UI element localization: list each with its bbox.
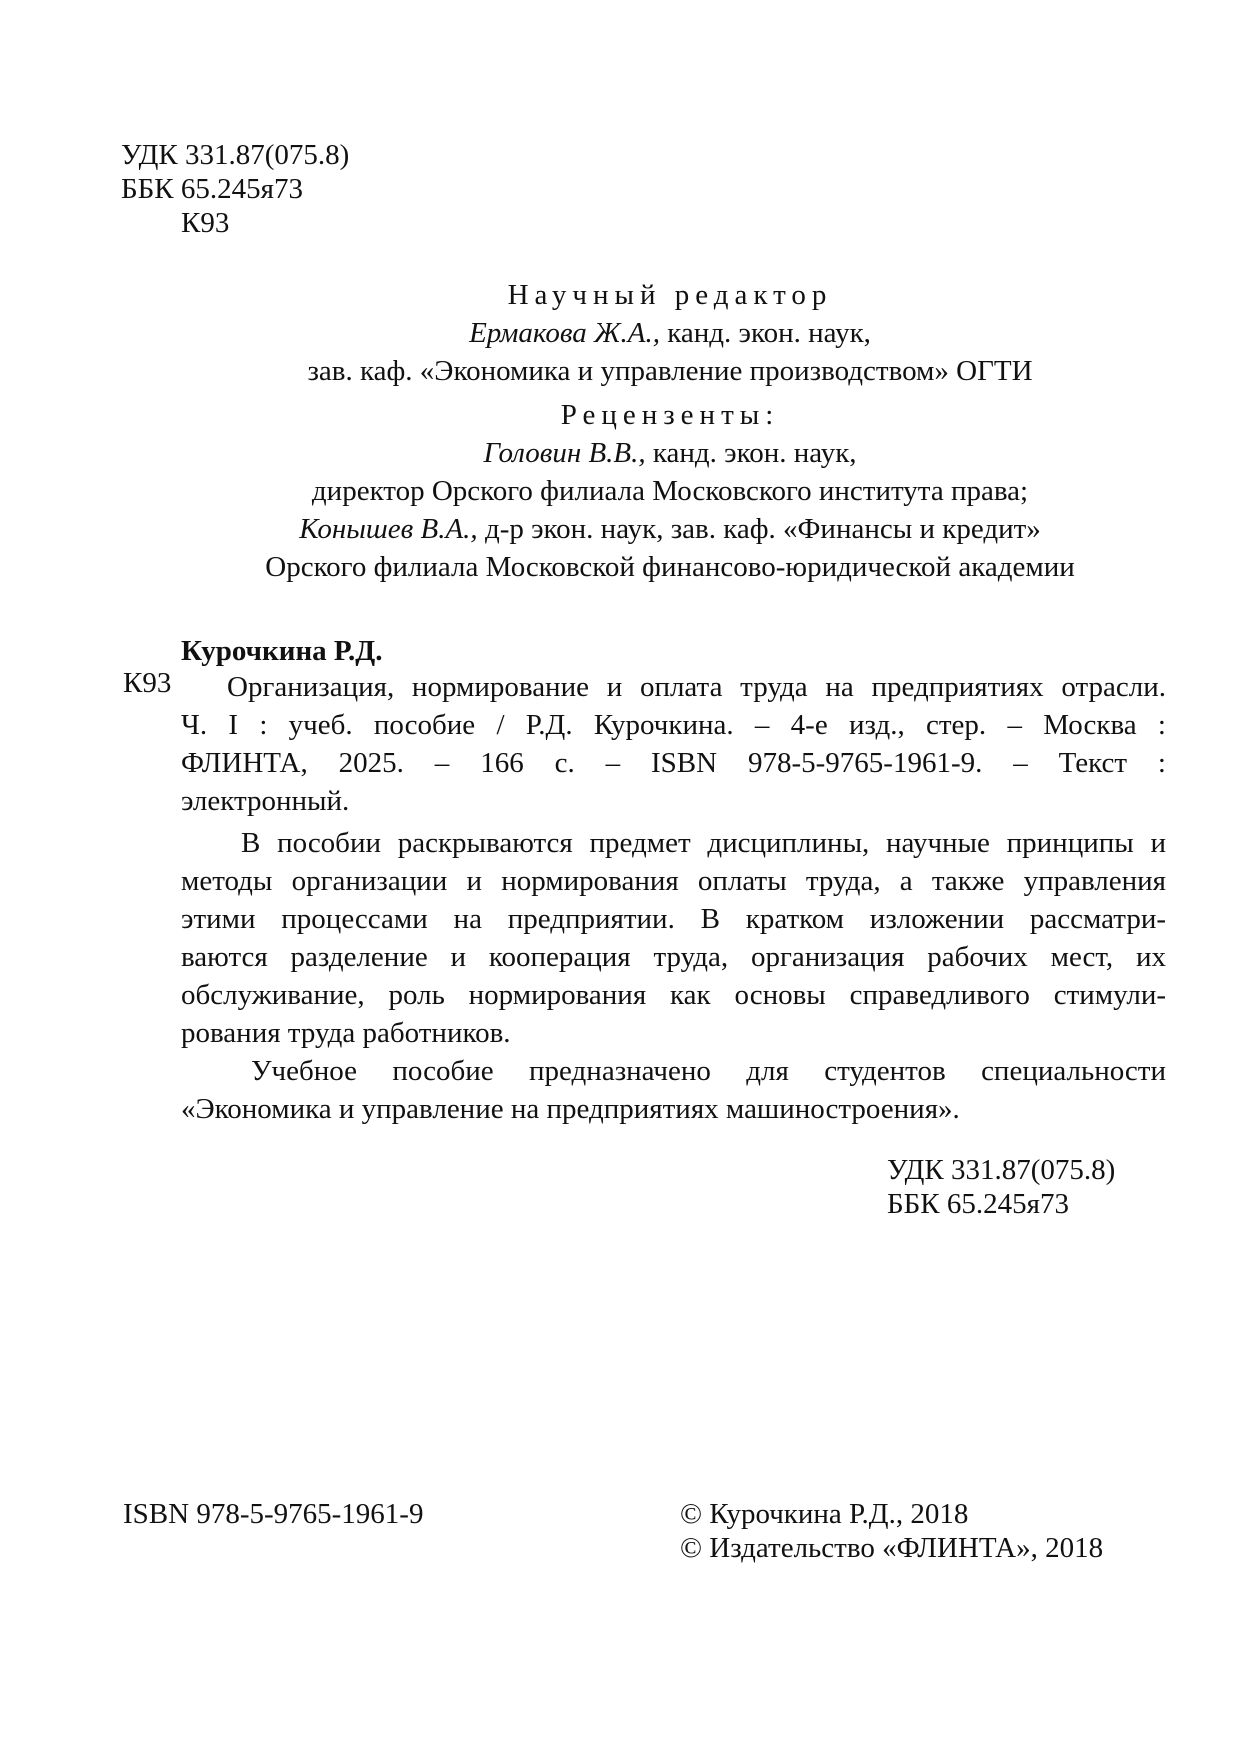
bbk-code: ББК 65.245я73 — [121, 173, 303, 205]
bib-author: Курочкина Р.Д. — [181, 635, 383, 667]
udk-code: УДК 331.87(075.8) — [121, 139, 350, 171]
reviewer-2-name: Конышев В.А., — [299, 513, 478, 545]
editor-name: Ермакова Ж.А., — [469, 317, 661, 349]
footer-udk-code: УДК 331.87(075.8) — [887, 1154, 1116, 1186]
bib-line-1: Организация, нормирование и оплата труда на предприятиях отрасли. — [227, 671, 1166, 703]
annotation-line: обслуживание, роль нормирования как основы справедливого стимули- — [181, 979, 1166, 1011]
bib-line-2: Ч. I : учеб. пособие / Р.Д. Курочкина. – 4-е изд., стер. – Москва : — [181, 709, 1166, 741]
bib-description — [181, 668, 1166, 820]
editor-name-line — [160, 314, 1180, 352]
reviewer-2-line — [160, 510, 1180, 548]
annotation-paragraph-1 — [181, 824, 1166, 1052]
bib-mark: К93 — [123, 667, 172, 699]
annotation-line: рования труда работников. — [181, 1017, 511, 1049]
bib-line-3: ФЛИНТА, 2025. – 166 с. – ISBN 978-5-9765-1961-9. – Текст : — [181, 747, 1166, 779]
reviewers-block — [160, 396, 1180, 586]
annotation-line: В пособии раскрываются предмет дисциплины, научные принципы и — [241, 827, 1166, 859]
annotation-line: Учебное пособие предназначено для студентов специальности — [251, 1055, 1166, 1087]
annotation-line: этими процессами на предприятии. В кратком изложении рассматри- — [181, 903, 1166, 935]
reviewers-heading: Рецензенты: — [560, 399, 780, 431]
reviewer-1-line — [160, 434, 1180, 472]
footer-bbk-code: ББК 65.245я73 — [887, 1188, 1069, 1220]
annotation-line: методы организации и нормирования оплаты труда, а также управления — [181, 865, 1166, 897]
reviewer-1-name: Головин В.В., — [483, 437, 646, 469]
editor-block — [160, 276, 1180, 390]
copyright-publisher: © Издательство «ФЛИНТА», 2018 — [680, 1532, 1104, 1564]
annotation-line: ваются разделение и кооперация труда, организация рабочих мест, их — [181, 941, 1166, 973]
editor-position: зав. каф. «Экономика и управление производством» ОГТИ — [307, 355, 1033, 387]
reviewer-2-rest: д-р экон. наук, зав. каф. «Финансы и кредит» — [477, 513, 1041, 545]
isbn: ISBN 978-5-9765-1961-9 — [123, 1498, 424, 1530]
bib-line-4: электронный. — [181, 785, 350, 817]
author-mark: К93 — [181, 207, 230, 239]
copyright-author: © Курочкина Р.Д., 2018 — [680, 1498, 969, 1530]
annotation-line: «Экономика и управление на предприятиях машиностроения». — [181, 1093, 960, 1125]
reviewer-1-position: директор Орского филиала Московского института права; — [311, 475, 1029, 507]
reviewer-1-degree: канд. экон. наук, — [645, 437, 857, 469]
reviewer-2-position: Орского филиала Московской финансово-юридической академии — [265, 551, 1075, 583]
editor-degree: канд. экон. наук, — [660, 317, 871, 349]
annotation-paragraph-2 — [181, 1052, 1166, 1128]
editor-heading: Научный редактор — [507, 279, 833, 311]
